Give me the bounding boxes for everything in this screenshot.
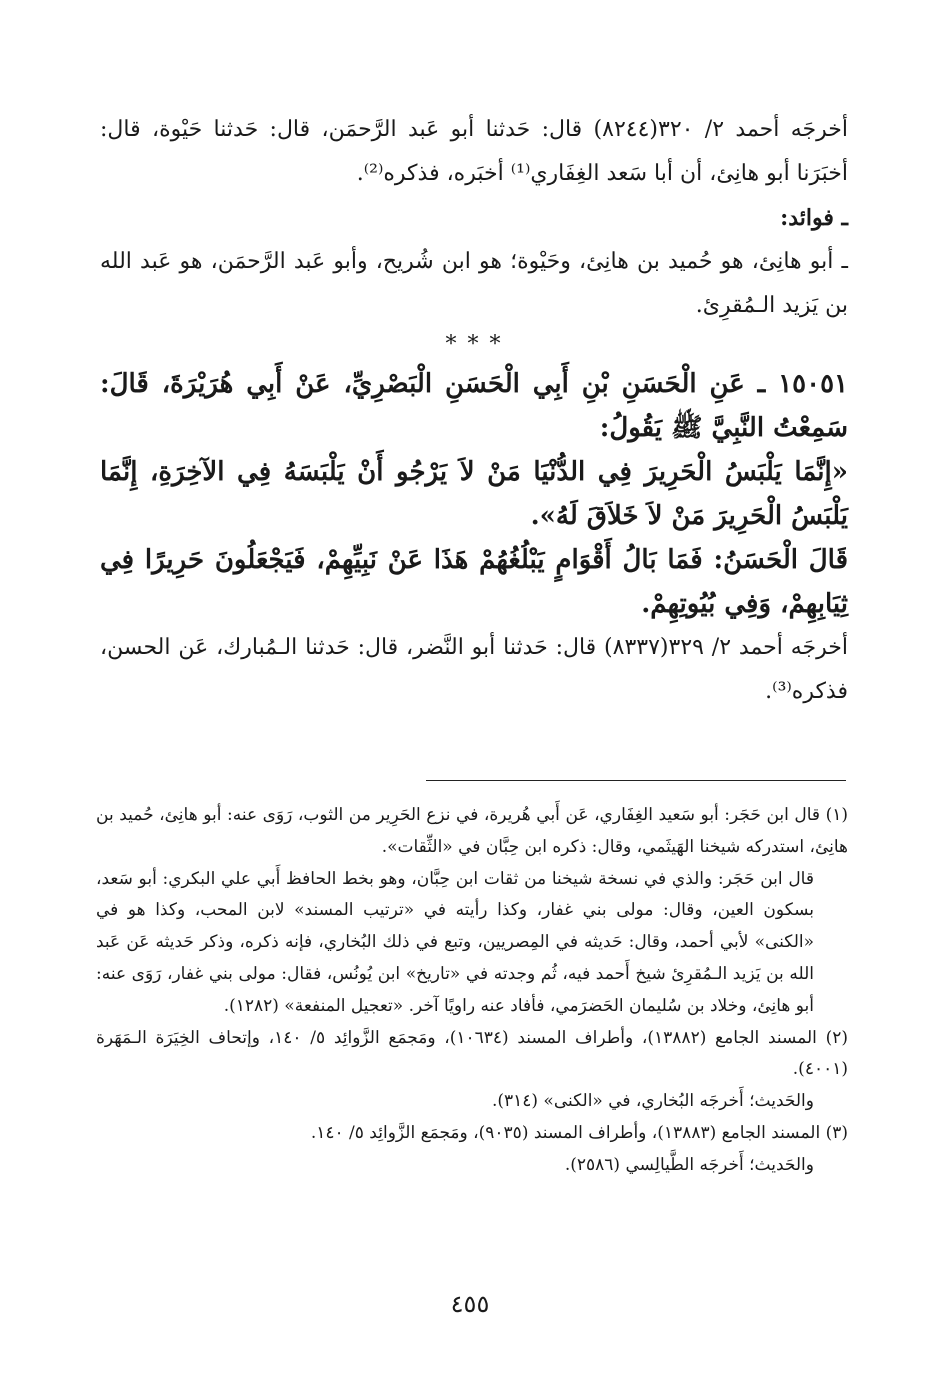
hadith-number: ١٥٠٥١	[778, 369, 848, 399]
fawaid-paragraph: ـ أبو هانِئ، هو حُميد بن هانِئ، وحَيْوة؛ هو ابن شُريح، وأبو عَبد الرَّحمَن، هو عَبد الله بن يَزيد الـمُقرِئ.	[100, 249, 848, 318]
fawaid-heading: ـ فوائد:	[780, 205, 848, 231]
footnote-3: (٣) المسند الجامع (١٣٨٨٣)، وأطراف المسند (٩٠٣٥)، ومَجمَع الزَّوائِد ٥/ ١٤٠.	[310, 1122, 848, 1143]
hadith-intro	[100, 362, 848, 450]
main-text	[100, 108, 848, 714]
footnote-3-continued: والحَديث؛ أَخرجَه الطَّيالِسي (٢٥٨٦).	[564, 1154, 814, 1175]
page-number: ٤٥٥	[450, 1290, 490, 1318]
footnote-divider	[426, 780, 846, 781]
takhrij-paragraph-1: أخرجَه أحمد ٢/ ٣٢٠(٨٢٤٤) قال: حَدثنا أبو عَبد الرَّحمَن، قال: حَدثنا حَيْوة، قال: أخبَرَنا أبو هانِئ، أن أبا سَعد الغِفَاري⁽¹⁾ أخبَره، فذكره⁽²⁾.	[100, 117, 849, 186]
hadith-isnad: ـ عَنِ الْحَسَنِ بْنِ أَبِي الْحَسَنِ الْبَصْرِيِّ، عَنْ أَبِي هُرَيْرَةَ، قَالَ: سَمِعْتُ النَّبِيَّ ﷺ يَقُولُ:	[100, 369, 848, 443]
footnote-2: (٢) المسند الجامع (١٣٨٨٢)، وأطراف المسند (١٠٦٣٤)، ومَجمَع الزَّوائِد ٥/ ١٤٠، وإتحاف الخِيَرَة الـمَهَرة (٤٠٠١).	[96, 1027, 849, 1080]
hadith-matn: «إِنَّمَا يَلْبَسُ الْحَرِيرَ فِي الدُّنْيَا مَنْ لاَ يَرْجُو أَنْ يَلْبَسَهُ فِي الآخِرَةِ، إِنَّمَا يَلْبَسُ الْحَرِيرَ مَنْ لاَ خَلاَقَ لَهُ».	[100, 457, 848, 531]
footnote-2-continued: والحَديث؛ أَخرجَه البُخاري، في «الكنى» (٣١٤).	[491, 1091, 814, 1112]
footnote-1-continued: قال ابن حَجَر: والذي في نسخة شيخنا من ثقات ابن حِبَّان، وهو بخط الحافظ أَبي علي البكري: أبو سَعد، بسكون العين، وقال: مولى بني غفار، وكذا رأيته في «ترتيب المسند» لابن المحب، وكذا هو في «الكنى» لأبي أحمد، وقال: حَديثه في المِصريين، وتبع في ذلك البُخاري، فإنه ذكره، وذكر حَديثه عَن عَبد الله بن يَزيد الـمُقرِئ شيخ أَحمد فيه، ثُم وجدته في «تاريخ» ابن يُونُس، فقال: مولى بني غفار، رَوَى عنه: أبو هانِئ، وخلاد بن سُليمان الحَضرَمي، فأفاد عنه راويًا آخر. «تعجيل المنفعة» (١٢٨٢).	[96, 868, 814, 1016]
footnote-1: (١) قال ابن حَجَر: أبو سَعيد الغِفَاري، عَن أَبي هُريرة، في نزع الحَرِير من الثوب، رَوَى عنه: أبو هانِئ، حُميد بن هانِئ، استدركه شيخنا الهَيثَمي، وقال: ذكره ابن حِبَّان في «الثِّقات».	[96, 805, 848, 857]
takhrij-paragraph-2: أخرجَه أحمد ٢/ ٣٢٩(٨٣٣٧) قال: حَدثنا أبو النَّضر، قال: حَدثنا الـمُبارك، عَن الحسن، فذكره⁽³⁾.	[100, 635, 848, 704]
section-separator-stars: * * *	[445, 332, 503, 357]
hasan-comment: قَالَ الْحَسَنُ: فَمَا بَالُ أَقْوَامٍ يَبْلُغُهُمْ هَذَا عَنْ نَبِيِّهِمْ، فَيَجْعَلُونَ حَرِيرًا فِي ثِيَابِهِمْ، وَفِي بُيُوتِهِمْ.	[100, 545, 848, 619]
footnotes	[96, 800, 848, 1182]
